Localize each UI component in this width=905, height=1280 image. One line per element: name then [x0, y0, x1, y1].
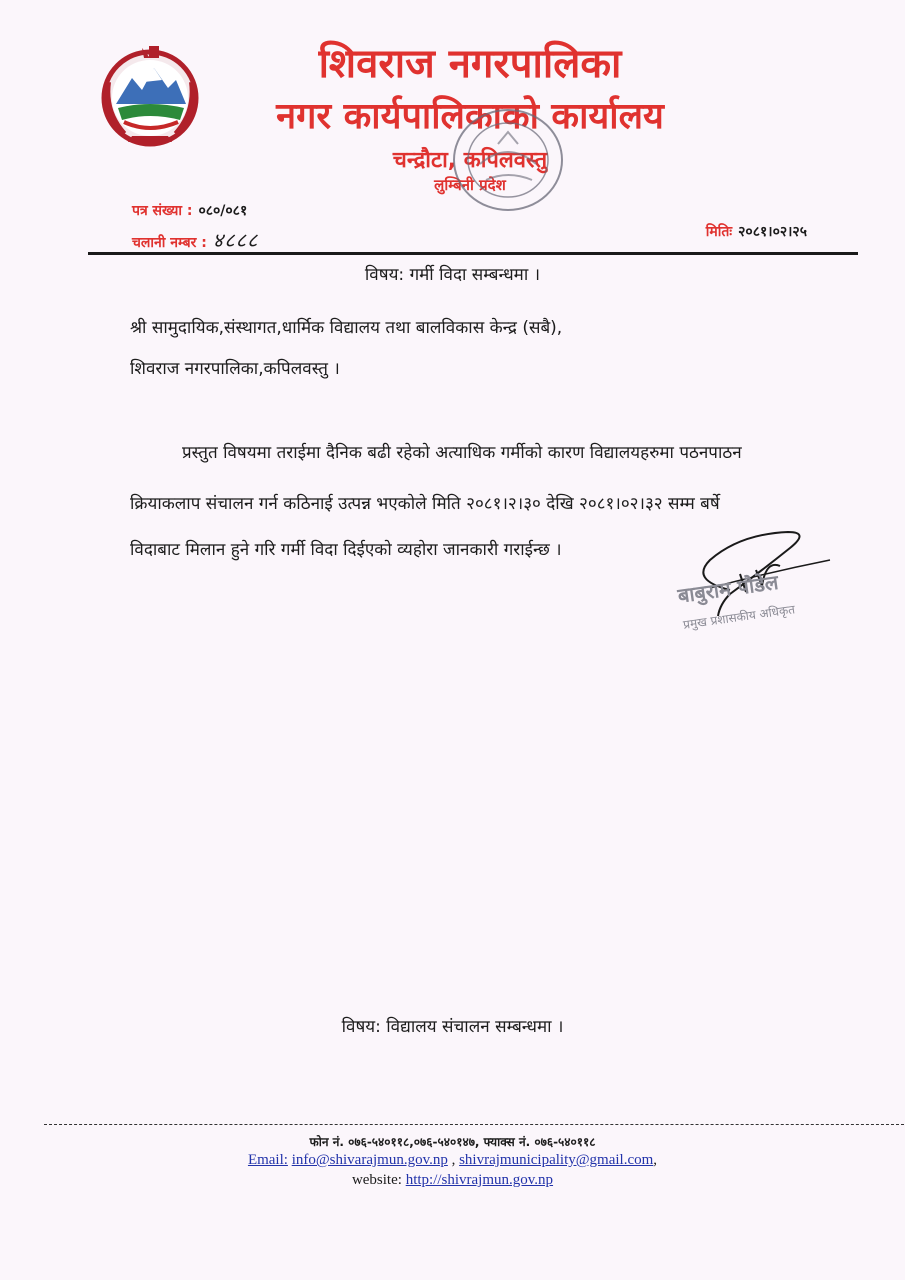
header-divider [88, 252, 858, 255]
footer-divider [44, 1124, 904, 1125]
signatory-title: प्रमुख प्रशासकीय अधिकृत [682, 602, 796, 632]
email-link-gmail[interactable]: shivrajmunicipality@gmail.com [459, 1152, 654, 1168]
municipality-name: शिवराज नगरपालिका [318, 41, 622, 87]
email-label: Email: [247, 1152, 288, 1168]
office-name: नगर कार्यपालिकाको कार्यालय [276, 96, 664, 137]
signatory-name: बाबुराम पौडेल [676, 569, 780, 608]
province-name: लुम्बिनी प्रदेश [434, 176, 506, 194]
footer-phone: फोन नं. ०७६-५४०११८,०७६-५४०१४७, फ्याक्स नं. ०७६-५४०११८ [309, 1135, 596, 1149]
recipient-line-2: शिवराज नगरपालिका,कपिलवस्तु । [130, 359, 340, 379]
letter-subject: विषय: गर्मी विदा सम्बन्धमा । [364, 265, 541, 285]
letter-number-value: ०८०/०८१ [198, 203, 248, 219]
website-link[interactable]: http://shivrajmun.gov.np [405, 1172, 554, 1188]
body-line-3: विदाबाट मिलान हुने गरि गर्मी विदा दिईएको व्यहोरा जानकारी गराईन्छ । [130, 540, 562, 560]
recipient-line-1: श्री सामुदायिक,संस्थागत,धार्मिक विद्यालय तथा बालविकास केन्द्र (सबै), [130, 318, 563, 338]
office-location: चन्द्रौटा, कपिलवस्तु [392, 148, 548, 173]
footer-emails [0, 1152, 905, 1169]
website-label: website: [351, 1172, 402, 1188]
dispatch-number-label: चलानी नम्बर : [132, 235, 207, 251]
body-line-1: प्रस्तुत विषयमा तराईमा दैनिक बढी रहेको अत्याधिक गर्मीको कारण विद्यालयहरुमा पठनपाठन [182, 443, 742, 463]
email-end: , [653, 1152, 658, 1168]
footer-website [0, 1172, 905, 1189]
dispatch-number [132, 226, 258, 253]
second-subject: विषय: विद्यालय संचालन सम्बन्धमा । [341, 1017, 564, 1037]
letter-date-label: मितिः [705, 224, 733, 240]
email-separator: , [451, 1152, 456, 1168]
letter-number [132, 201, 247, 220]
body-line-2: क्रियाकलाप संचालन गर्न कठिनाई उत्पन्न भएकोले मिति २०८१।२।३० देखि २०८१।०२।३२ सम्म बर्षे [130, 494, 720, 514]
dispatch-number-value: ४८८८ [212, 228, 259, 252]
nepal-emblem-icon [94, 42, 206, 148]
letter-date-value: २०८१।०२।२५ [738, 224, 807, 240]
email-link-info[interactable]: info@shivarajmun.gov.np [291, 1152, 448, 1168]
letter-date [706, 222, 807, 241]
office-seal-icon [440, 100, 570, 220]
letter-number-label: पत्र संख्या : [132, 203, 193, 219]
